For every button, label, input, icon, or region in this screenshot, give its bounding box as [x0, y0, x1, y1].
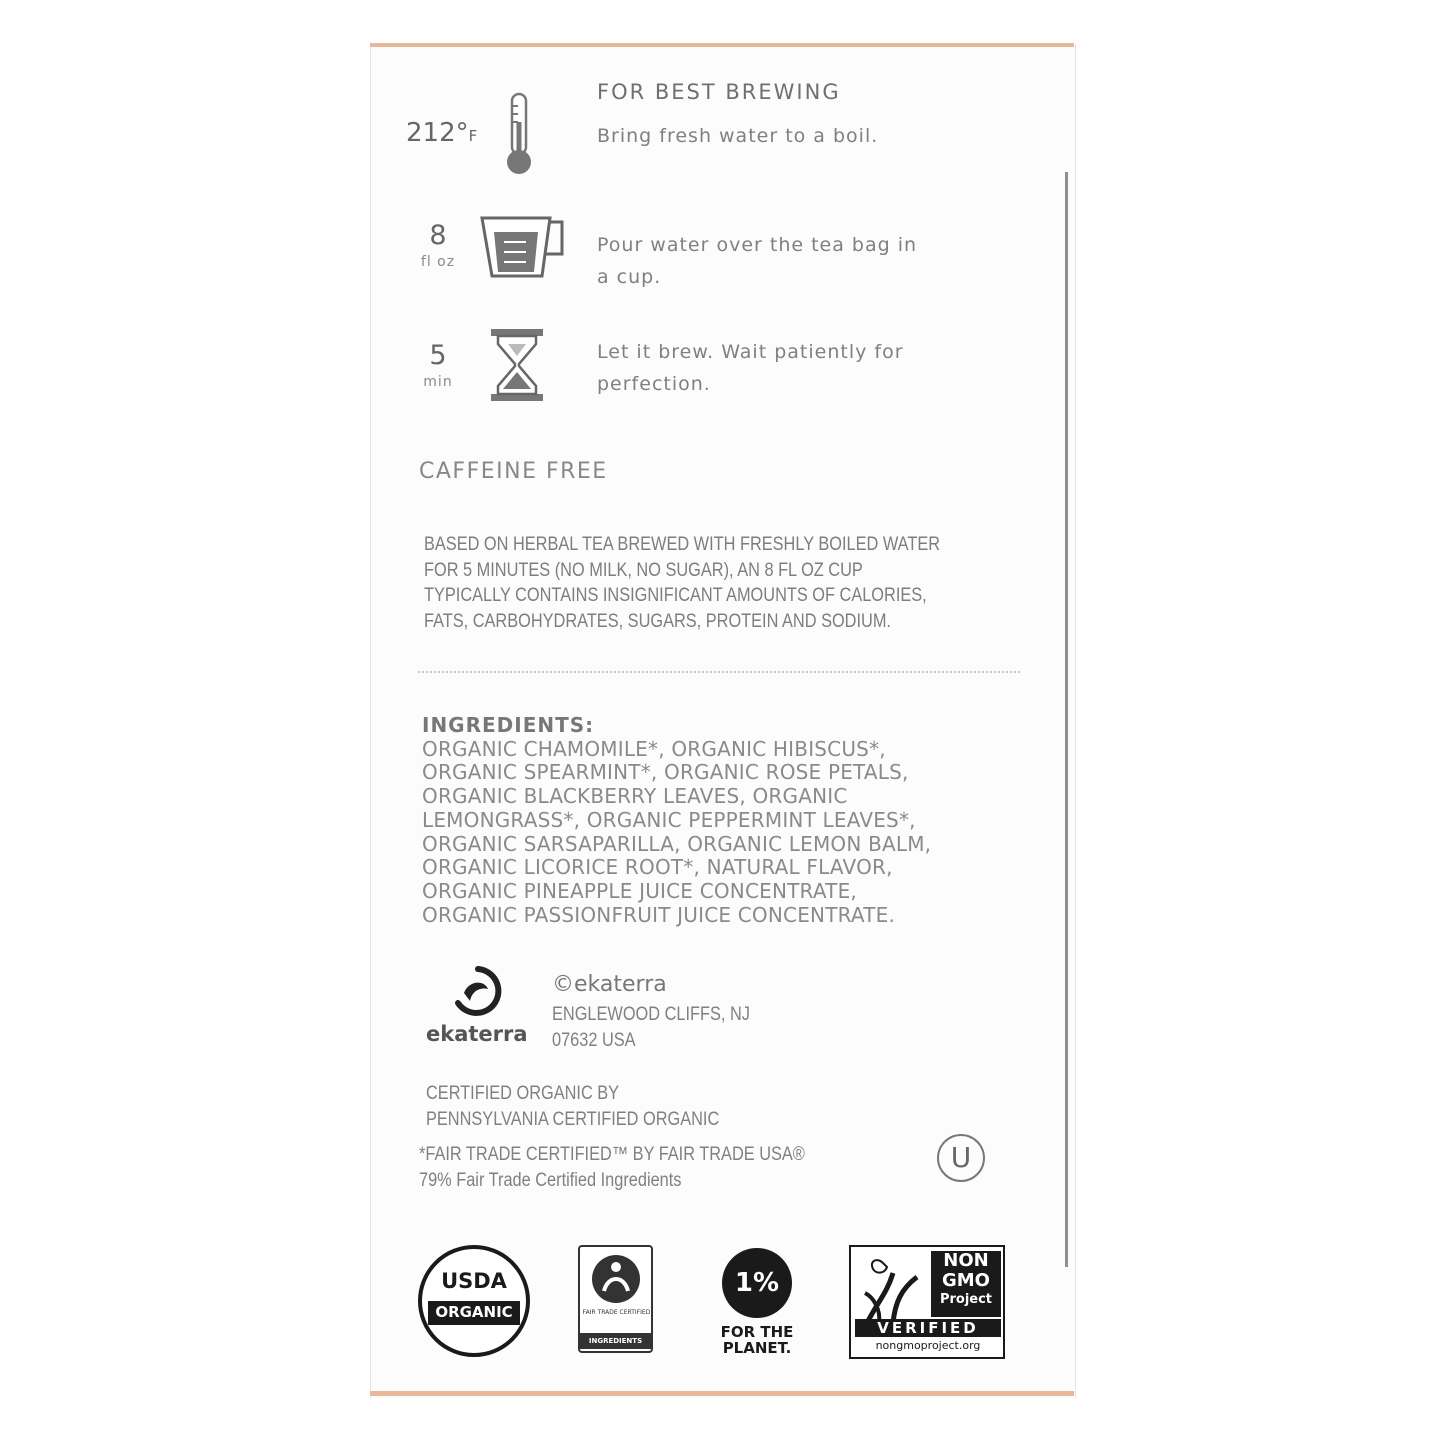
- usda-badge-top: USDA: [441, 1269, 507, 1293]
- fair-trade-badge-bottom: INGREDIENTS: [580, 1333, 651, 1349]
- brewing-heading: FOR BEST BREWING: [597, 80, 841, 104]
- one-percent-mark: 1%: [722, 1248, 792, 1318]
- usda-organic-badge: [418, 1245, 530, 1357]
- measuring-cup-icon: [478, 212, 568, 280]
- time-unit: min: [423, 374, 453, 390]
- ekaterra-logo-word: ekaterra: [426, 1022, 528, 1046]
- nutrition-statement: BASED ON HERBAL TEA BREWED WITH FRESHLY BOILED WATER FOR 5 MINUTES (NO MILK, NO SUGAR), AN 8 FL OZ CUP TYPICALLY CONTAINS INSIGNIFICANT AMOUNTS OF CALORIES, FATS, CARBOHYDRATES, SUGARS, PROTEIN AND SODIUM.: [424, 534, 941, 632]
- step-3-text: Let it brew. Wait patiently for perfection.: [597, 341, 904, 395]
- hourglass-icon: [488, 326, 546, 404]
- volume-value: 8: [429, 220, 447, 251]
- dotted-divider: [418, 671, 1020, 673]
- non-gmo-black-box: NON GMO Project: [931, 1251, 1001, 1317]
- one-percent-planet-badge: [706, 1248, 808, 1358]
- ekaterra-logo-icon: [450, 965, 506, 1019]
- fair-trade-badge: [578, 1245, 653, 1353]
- volume-unit: fl oz: [420, 254, 456, 270]
- fair-trade-figure-icon: [590, 1253, 642, 1305]
- non-gmo-verified: VERIFIED: [855, 1319, 1001, 1337]
- thermometer-icon: [502, 92, 536, 178]
- ingredients-list: INGREDIENTS: ORGANIC CHAMOMILE*, ORGANIC HIBISCUS*, ORGANIC SPEARMINT*, ORGANIC ROSE PETALS, ORGANIC BLACKBERRY LEAVES, ORGANIC LEMONGRASS*, ORGANIC PEPPERMINT LEAVES*, ORGANIC SARSAPARILLA, ORGANIC LEMON BALM, ORGANIC LICORICE ROOT*, NATURAL FLAVOR, ORGANIC PINEAPPLE JUICE CONCENTRATE, ORGANIC PASSIONFRUIT JUICE CONCENTRATE.: [422, 714, 1062, 927]
- fair-trade-badge-top: FAIR TRADE CERTIFIED: [582, 1309, 651, 1316]
- usda-badge-bottom: ORGANIC: [435, 1303, 513, 1321]
- step-2-text: Pour water over the tea bag in a cup.: [597, 234, 918, 288]
- non-gmo-badge: [849, 1245, 1005, 1359]
- copyright-line: ©ekaterra: [552, 972, 667, 997]
- fair-trade-note: *FAIR TRADE CERTIFIED™ BY FAIR TRADE USA® 79% Fair Trade Certified Ingredients: [419, 1144, 805, 1191]
- ingredients-heading: INGREDIENTS:: [422, 713, 595, 737]
- caffeine-free-label: CAFFEINE FREE: [419, 459, 608, 484]
- top-accent-edge: [370, 43, 1074, 47]
- organic-certifier: CERTIFIED ORGANIC BY PENNSYLVANIA CERTIFIED ORGANIC: [426, 1083, 720, 1130]
- one-percent-text: FOR THE PLANET.: [720, 1323, 794, 1357]
- temperature-value: 212°F: [406, 118, 478, 148]
- bottom-accent-edge: [370, 1391, 1074, 1396]
- non-gmo-url: nongmoproject.org: [875, 1339, 981, 1352]
- butterfly-grass-icon: [857, 1253, 931, 1327]
- kosher-mark-icon: U: [937, 1134, 985, 1182]
- step-1-text: Bring fresh water to a boil.: [597, 125, 879, 147]
- company-address: ENGLEWOOD CLIFFS, NJ 07632 USA: [552, 1004, 750, 1051]
- panel-fold-line: [1065, 172, 1068, 1267]
- time-value: 5: [429, 340, 447, 371]
